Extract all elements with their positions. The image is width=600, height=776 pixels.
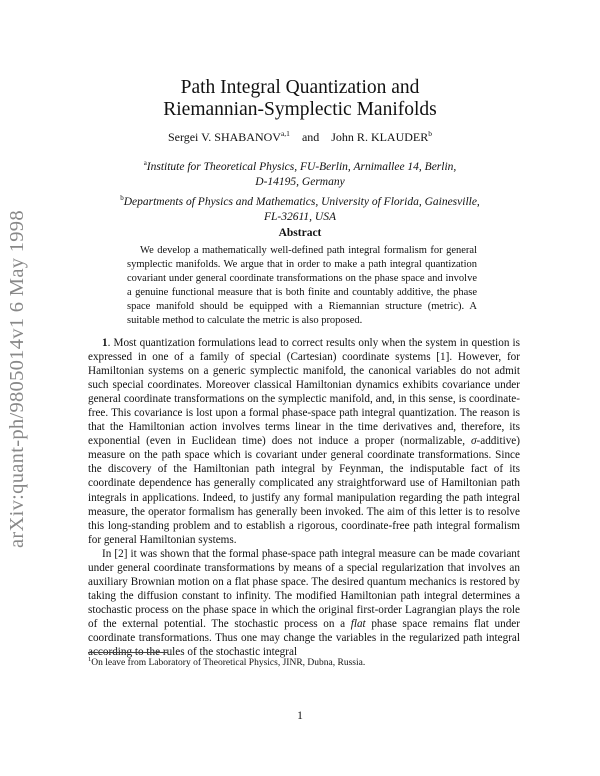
flat-emphasis: flat — [350, 617, 366, 630]
paragraph-2-text-a: In [2] it was shown that the formal phase-space path integral measure can be made covariant under general coordinate transformations by means of a special regularization that involves an auxiliary Brownian motion on a flat phase space. The desired quantum mechanics is restored by taking the diffusion constant to infinity. The modified Hamiltonian path integral determines a stochastic process on the phase space in which the original first-order Lagrangian plays the role of the external potential. The stochastic process on a — [88, 547, 520, 630]
affiliation-b-line-1: Departments of Physics and Mathematics, University of Florida, Gainesville, — [123, 195, 480, 208]
page-number: 1 — [297, 710, 303, 722]
paper-title — [0, 77, 600, 121]
abstract-heading: Abstract — [278, 227, 322, 239]
author-conjunction: and — [301, 130, 320, 144]
author-1-mark: a,1 — [280, 129, 290, 138]
title-line-1: Path Integral Quantization and — [180, 77, 420, 98]
author-list — [0, 129, 600, 145]
footnote-rule — [88, 652, 168, 653]
affiliation-a-line-1: Institute for Theoretical Physics, FU-Berlin, Arnimallee 14, Berlin, — [146, 160, 457, 173]
author-2: John R. KLAUDER — [331, 130, 429, 144]
abstract-text: We develop a mathematically well-defined path integral formalism for general symplectic manifolds. We argue that in order to make a path integral quantization covariant under general coordinate transformations on the phase space and involve a genuine functional measure that is both finite and countably additive, the phase space manifold should be equipped with a Riemannian structure (metric). A suitable method to calculate the metric is also proposed. — [127, 245, 477, 327]
footnote — [88, 656, 365, 668]
footnote-text: On leave from Laboratory of Theoretical Physics, JINR, Dubna, Russia. — [91, 658, 366, 669]
affiliations — [0, 156, 600, 226]
paragraph-1 — [88, 336, 520, 547]
paragraph-1-text-a: . Most quantization formulations lead to correct results only when the system in question is expressed in one of a family of special (Cartesian) coordinate systems [1]. However, for Hamiltonian systems on a generic symplectic manifold, the canonical variables do not admit such special coordinates. Moreover classical Hamiltonian dynamics exhibits covariance under general coordinate transformations on the symplectic manifold, and, in this sense, is coordinate-free. This covariance is lost upon a formal phase-space path integral quantization. The reason is that the Hamiltonian action involves terms linear in the time derivatives and, therefore, its exponential (even in Euclidean time) does not induce a proper (normalizable, — [88, 337, 520, 448]
paragraph-1-text-b: -additive) measure on the path space which is covariant under general coordinate transformations. Since the discovery of the Hamiltonian path integral by Feynman, the indisputable fact of its coordinate dependence has generally complicated any straightforward use of Hamiltonian path integrals in applications. Indeed, to justify any formal manipulation regarding the path integral measure, the operator formalism has generally been invoked. The aim of this letter is to resolve this long-standing problem and to establish a rigorous, coordinate-free path integral formalism for general Hamiltonian systems. — [88, 435, 520, 546]
affiliation-b — [0, 191, 600, 210]
author-2-mark: b — [428, 129, 433, 138]
author-1: Sergei V. SHABANOV — [167, 130, 281, 144]
section-number: 1 — [102, 337, 108, 349]
paragraph-2-text-b: phase space remains flat under coordinate transformations. Thus one may change the variables in the regularized path integral according to the rules of the stochastic integral — [88, 617, 520, 659]
affiliation-b-line-2: FL-32611, USA — [264, 211, 336, 224]
footnote-mark: 1 — [88, 656, 92, 663]
arxiv-stamp: arXiv:quant-ph/9805014v1 6 May 1998 — [6, 210, 28, 548]
affiliation-a — [0, 156, 600, 175]
affiliation-a-mark: a — [143, 159, 147, 167]
affiliation-a-line-2: D-14195, Germany — [255, 176, 345, 189]
affiliation-b-mark: b — [120, 193, 124, 202]
paragraph-2 — [88, 547, 520, 659]
main-text — [88, 336, 520, 659]
sigma-symbol: σ — [470, 435, 477, 448]
title-line-2: Riemannian-Symplectic Manifolds — [163, 99, 437, 120]
